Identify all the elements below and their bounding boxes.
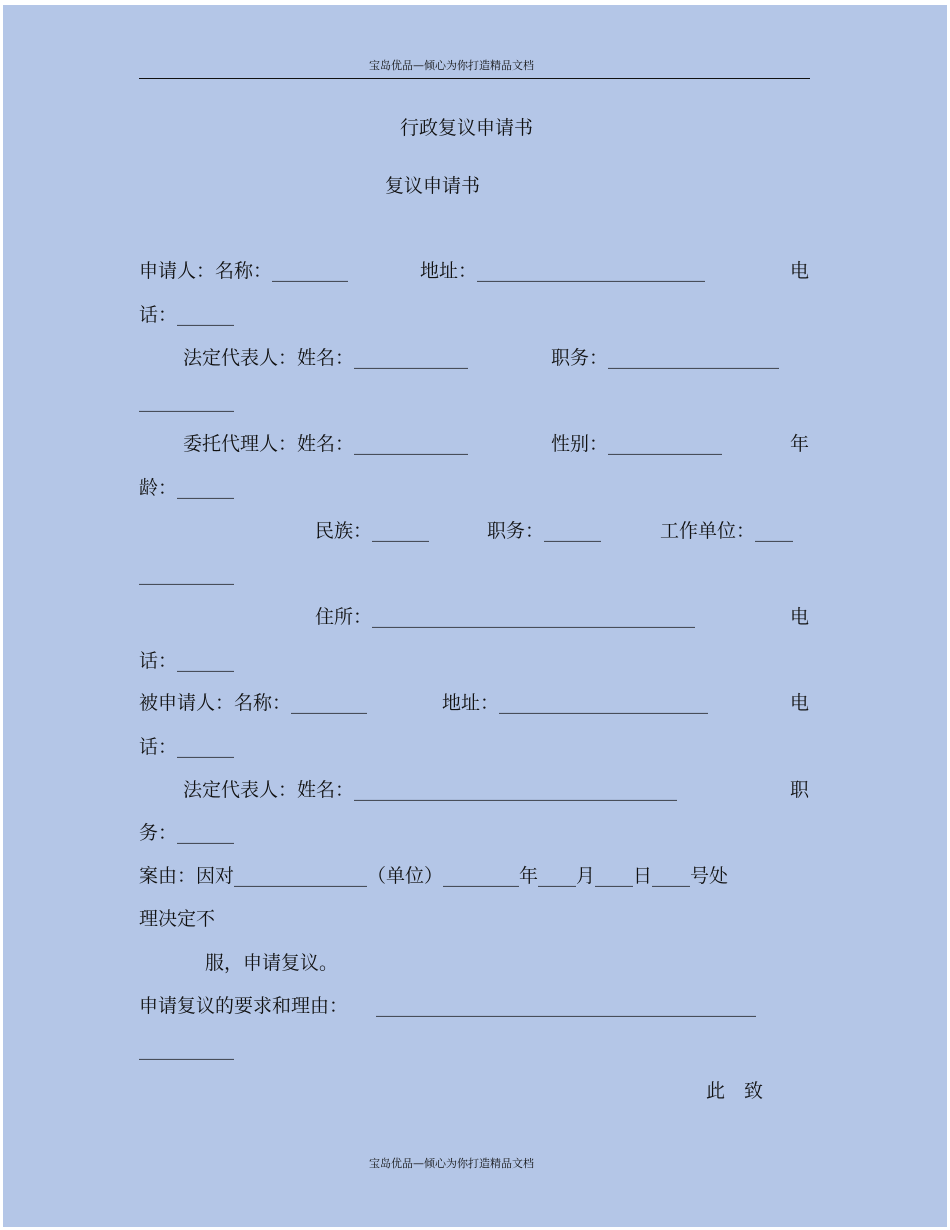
agent-gender-field: 性别：____________ [551,433,723,455]
applicant-address-field: 地址：________________________ [420,260,706,282]
legal-rep-position-continued: __________ [139,390,234,412]
agent-position-field: 职务：______ [487,520,602,542]
legal-rep-position-field: 职务：__________________ [551,347,780,369]
workplace-continued: __________ [139,563,234,585]
case-cause-end: 服，申请复议。 [205,952,339,974]
respondent-rep-name-field: 法定代表人：姓名：__________________________________ [183,779,678,801]
document-page [3,5,947,1227]
agent-age-field: 龄：______ [139,477,235,499]
case-cause-line: 案由：因对______________（单位）________年____月____日____号处 [139,865,729,887]
request-reason-label: 申请复议的要求和理由： [139,995,349,1017]
respondent-name-field: 被申请人：名称：________ [139,692,368,714]
respondent-address-field: 地址：______________________ [442,692,709,714]
applicant-phone-field: 话：______ [139,304,235,326]
page-header: 宝岛优品—倾心为你打造精品文档 [369,59,534,72]
respondent-phone-label: 电 [790,692,810,714]
request-reason-continued: __________ [139,1038,234,1060]
document-title: 行政复议申请书 [400,117,534,139]
page-footer: 宝岛优品—倾心为你打造精品文档 [369,1157,534,1170]
residence-phone-field: 话：______ [139,650,235,672]
ethnicity-field: 民族：______ [315,520,430,542]
applicant-name-field: 申请人：名称：________ [139,260,349,282]
agent-age-label: 年 [790,433,810,455]
closing-salutation: 此 致 [706,1080,764,1102]
residence-field: 住所：__________________________________ [315,606,696,628]
residence-phone-label: 电 [790,606,810,628]
respondent-rep-position-label: 职 [790,779,810,801]
request-reason-blank: ________________________________________ [376,995,756,1017]
header-rule [139,78,810,79]
respondent-phone-field: 话：______ [139,736,235,758]
case-cause-continued: 理决定不 [139,908,216,930]
document-subtitle: 复议申请书 [385,175,481,197]
legal-rep-name-field: 法定代表人：姓名：____________ [183,347,469,369]
respondent-rep-position-field: 务：______ [139,822,235,844]
workplace-field: 工作单位：____ [660,520,794,542]
applicant-phone-label: 电 [790,260,810,282]
agent-name-field: 委托代理人：姓名：____________ [183,433,469,455]
